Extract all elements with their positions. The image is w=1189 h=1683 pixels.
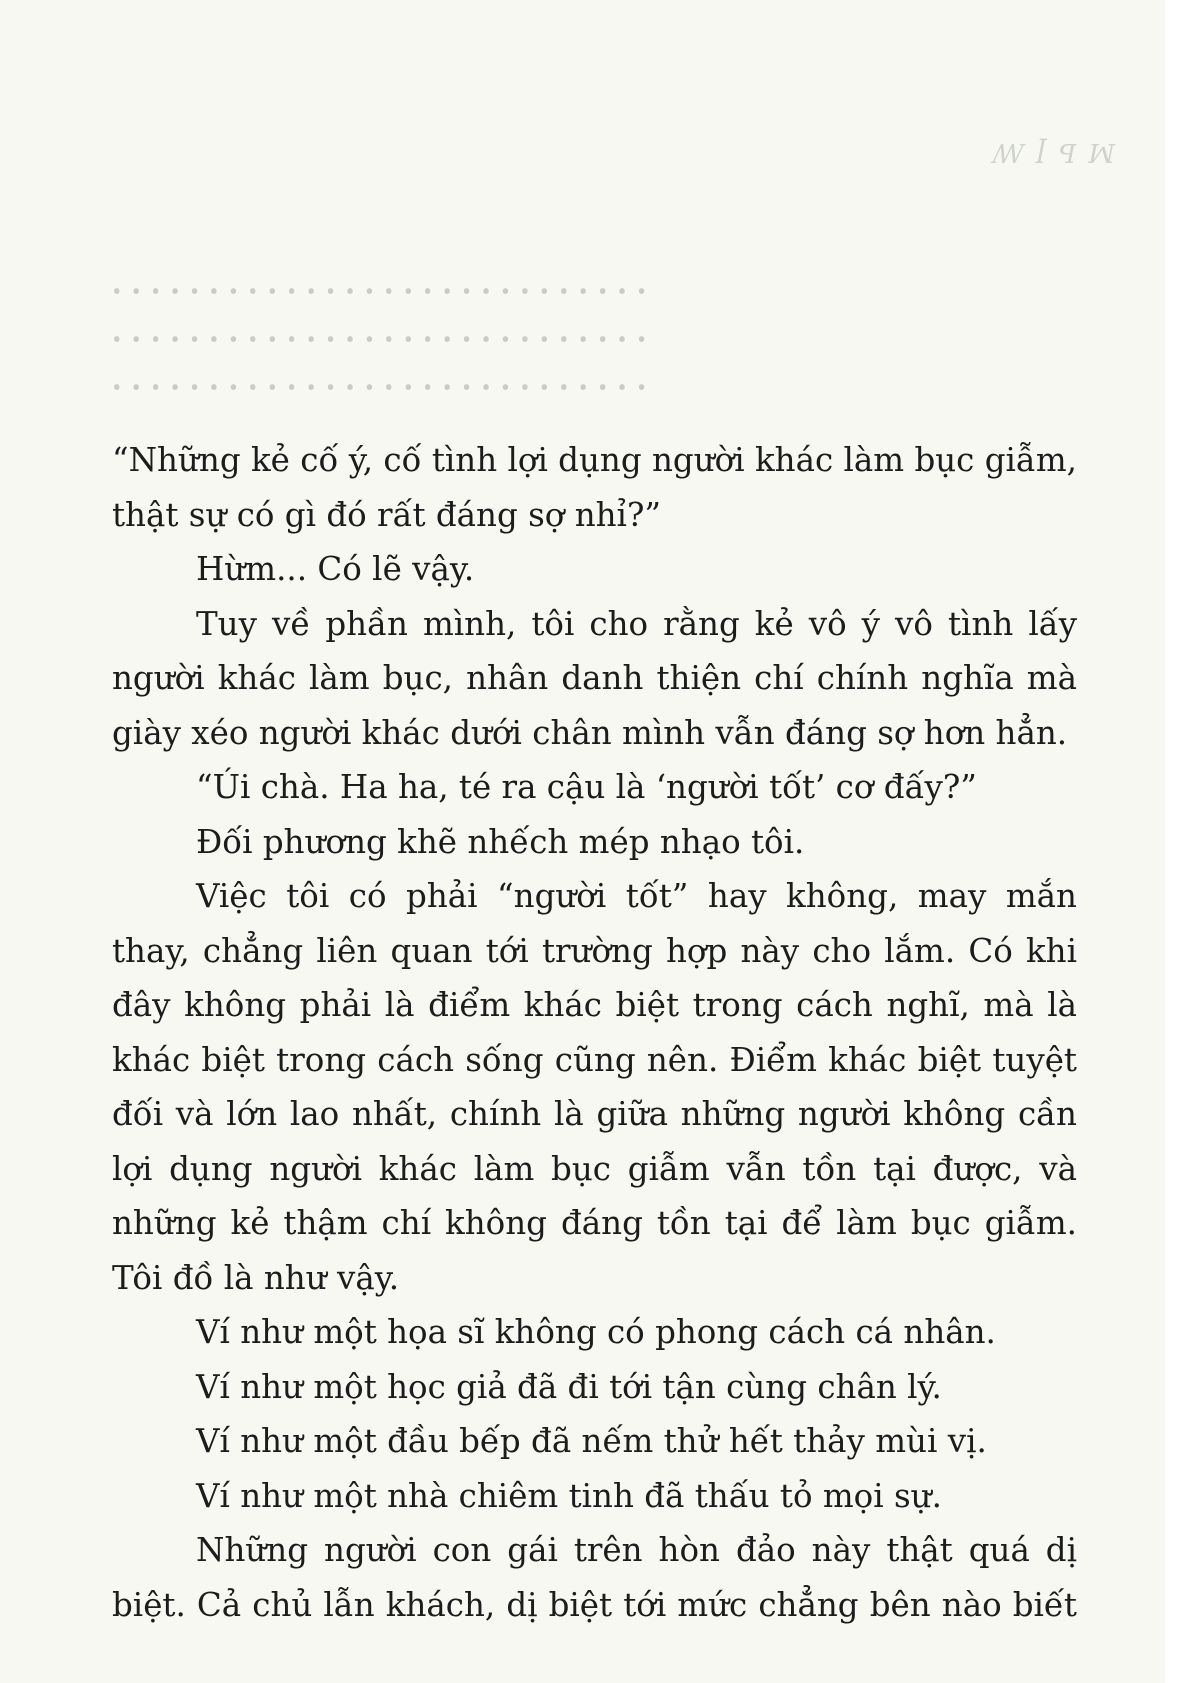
paragraph: Ví như một học giả đã đi tới tận cùng chân lý. — [196, 1367, 942, 1406]
show-through-text: ꞏ ꞏ ꞏ ꞏ ꞏ ꞏ ꞏ ꞏ ꞏ ꞏ ꞏ ꞏ ꞏ ꞏ ꞏ ꞏ ꞏ ꞏ ꞏ ꞏ ꞏ ꞏ ꞏ ꞏ ꞏ ꞏ ꞏ ꞏ ꞏ ꞏ ꞏ ꞏ ꞏ ꞏ ꞏ ꞏ ꞏ ꞏ ꞏ ꞏ ꞏ ꞏ ꞏ ꞏ ꞏ ꞏ ꞏ ꞏ ꞏ ꞏ ꞏ ꞏ ꞏ ꞏ ꞏ ꞏ ꞏ ꞏ ꞏ ꞏ ꞏ ꞏ ꞏ ꞏ ꞏ ꞏ ꞏ ꞏ ꞏ ꞏ ꞏ ꞏ ꞏ ꞏ ꞏ ꞏ ꞏ ꞏ ꞏ ꞏ ꞏ ꞏ ꞏ ꞏ — [112, 274, 647, 406]
paragraph: Việc tôi có phải “người tốt” hay không, may mắn thay, chẳng liên quan tới trường hợp này cho lắm. Có khi đây không phải là điểm khác biệt trong cách nghĩ, mà là khác biệt trong cách sống cũng nên. Điểm khác biệt tuyệt đối và lớn lao nhất, chính là giữa những người không cần lợi dụng người khác làm bục giẫm vẫn tồn tại được, và những kẻ thậm chí không đáng tồn tại để làm bục giẫm. Tôi đồ là như vậy. — [112, 877, 1077, 1297]
paragraph: “Những kẻ cố ý, cố tình lợi dụng người khác làm bục giẫm, thật sự có gì đó rất đáng sợ nhỉ?” — [112, 441, 1077, 534]
paragraph: Ví như một họa sĩ không có phong cách cá nhân. — [196, 1313, 996, 1351]
paragraph: “Úi chà. Ha ha, té ra cậu là ‘người tốt’ cơ đấy?” — [196, 768, 977, 806]
paragraph: Tuy về phần mình, tôi cho rằng kẻ vô ý vô tình lấy người khác làm bục, nhân danh thiện chí chính nghĩa mà giày xéo người khác dưới chân mình vẫn đáng sợ hơn hẳn. — [112, 604, 1077, 752]
paragraph: Hừm... Có lẽ vậy. — [196, 550, 475, 588]
paragraph: Ví như một nhà chiêm tinh đã thấu tỏ mọi sự. — [196, 1476, 942, 1515]
paragraph: Những người con gái trên hòn đảo này thật quá dị biệt. Cả chủ lẫn khách, dị biệt tới mức chẳng bên nào biết — [112, 1531, 1077, 1624]
paragraph: Ví như một đầu bếp đã nếm thử hết thảy mùi vị. — [196, 1422, 987, 1460]
show-through-header: ꟿ ꟾ ꟼ ꟽ — [992, 140, 1117, 170]
paragraph: Đối phương khẽ nhếch mép nhạo tôi. — [196, 822, 805, 861]
chapter-body-text — [112, 433, 1077, 1632]
